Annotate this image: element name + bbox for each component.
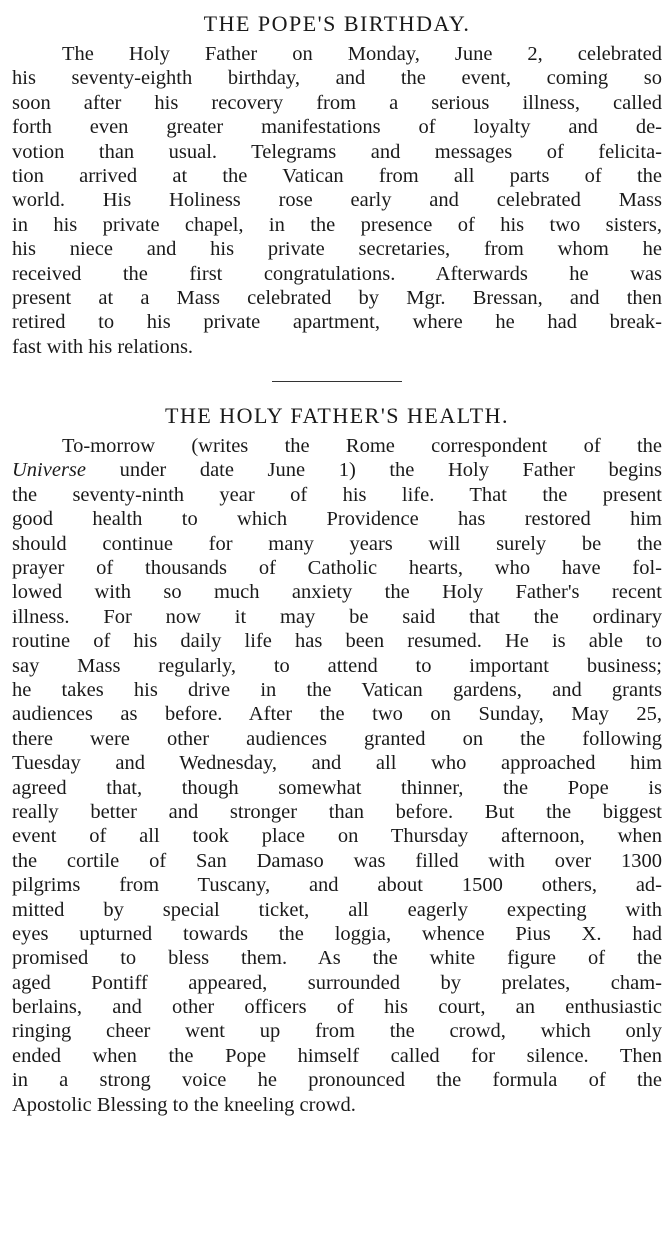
body-line: eyes upturned towards the loggia, whence Pius X. had [12,922,662,945]
body-line: there were other audiences granted on the following [12,727,662,750]
body-line: retired to his private apartment, where he had break- [12,311,662,334]
body-line: pilgrims from Tuscany, and about 1500 others, ad- [12,874,662,897]
body-line: routine of his daily life has been resumed. He is able to [12,630,662,653]
body-line: aged Pontiff appeared, surrounded by prelates, cham- [12,971,662,994]
body-line: received the first congratulations. Afterwards he was [12,262,662,285]
newspaper-column [12,10,662,1117]
article-headline: THE HOLY FATHER'S HEALTH. [165,403,509,429]
body-line: in his private chapel, in the presence of his two sisters, [12,213,662,236]
body-line: the seventy-ninth year of his life. That the present [12,483,662,506]
body-line: present at a Mass celebrated by Mgr. Bressan, and then [12,286,662,309]
body-line: world. His Holiness rose early and celebrated Mass [12,189,662,212]
article-holy-fathers-health [12,402,662,1117]
body-line: his niece and his private secretaries, from whom he [12,238,662,261]
body-line: agreed that, though somewhat thinner, the Pope is [12,776,662,799]
body-line: soon after his recovery from a serious illness, called [12,91,662,114]
body-line: say Mass regularly, to attend to important business; [12,654,662,677]
body-line: The Holy Father on Monday, June 2, celebrated [62,43,662,65]
body-line: should continue for many years will surely be the [12,532,662,555]
body-line: audiences as before. After the two on Sunday, May 25, [12,703,662,726]
body-line: Universe under date June 1) the Holy Father begins [12,459,662,482]
body-line: tion arrived at the Vatican from all parts of the [12,164,662,187]
article-headline: THE POPE'S BIRTHDAY. [203,11,471,36]
body-line: good health to which Providence has restored him [12,508,662,531]
article-body [12,42,662,359]
body-line: votion than usual. Telegrams and messages of felicita- [12,140,662,163]
body-line: prayer of thousands of Catholic hearts, who have fol- [12,557,662,580]
body-line: berlains, and other officers of his court, an enthusiastic [12,996,662,1019]
body-line: his seventy-eighth birthday, and the event, coming so [12,67,662,90]
body-line: To-morrow (writes the Rome correspondent of the [62,435,662,458]
body-line: forth even greater manifestations of loyalty and de- [12,116,662,139]
section-divider [272,381,402,382]
body-line: in a strong voice he pronounced the formula of the [12,1069,662,1092]
body-line: event of all took place on Thursday afternoon, when [12,825,662,848]
article-body [12,434,662,1117]
body-line: illness. For now it may be said that the ordinary [12,605,662,628]
body-line: ringing cheer went up from the crowd, which only [12,1020,662,1043]
article-popes-birthday [12,10,662,359]
body-line: mitted by special ticket, all eagerly expecting with [12,898,662,921]
body-line: Tuesday and Wednesday, and all who approached him [12,752,662,775]
body-line: lowed with so much anxiety the Holy Father's recent [12,581,662,604]
body-line: really better and stronger than before. But the biggest [12,800,662,823]
body-line: ended when the Pope himself called for silence. Then [12,1044,662,1067]
body-line: promised to bless them. As the white figure of the [12,947,662,970]
body-line: he takes his drive in the Vatican gardens, and grants [12,678,662,701]
body-line: the cortile of San Damaso was filled with over 1300 [12,849,662,872]
publication-name: Universe [12,459,87,482]
body-line: Apostolic Blessing to the kneeling crowd. [12,1093,356,1116]
body-line: fast with his relations. [12,335,194,358]
